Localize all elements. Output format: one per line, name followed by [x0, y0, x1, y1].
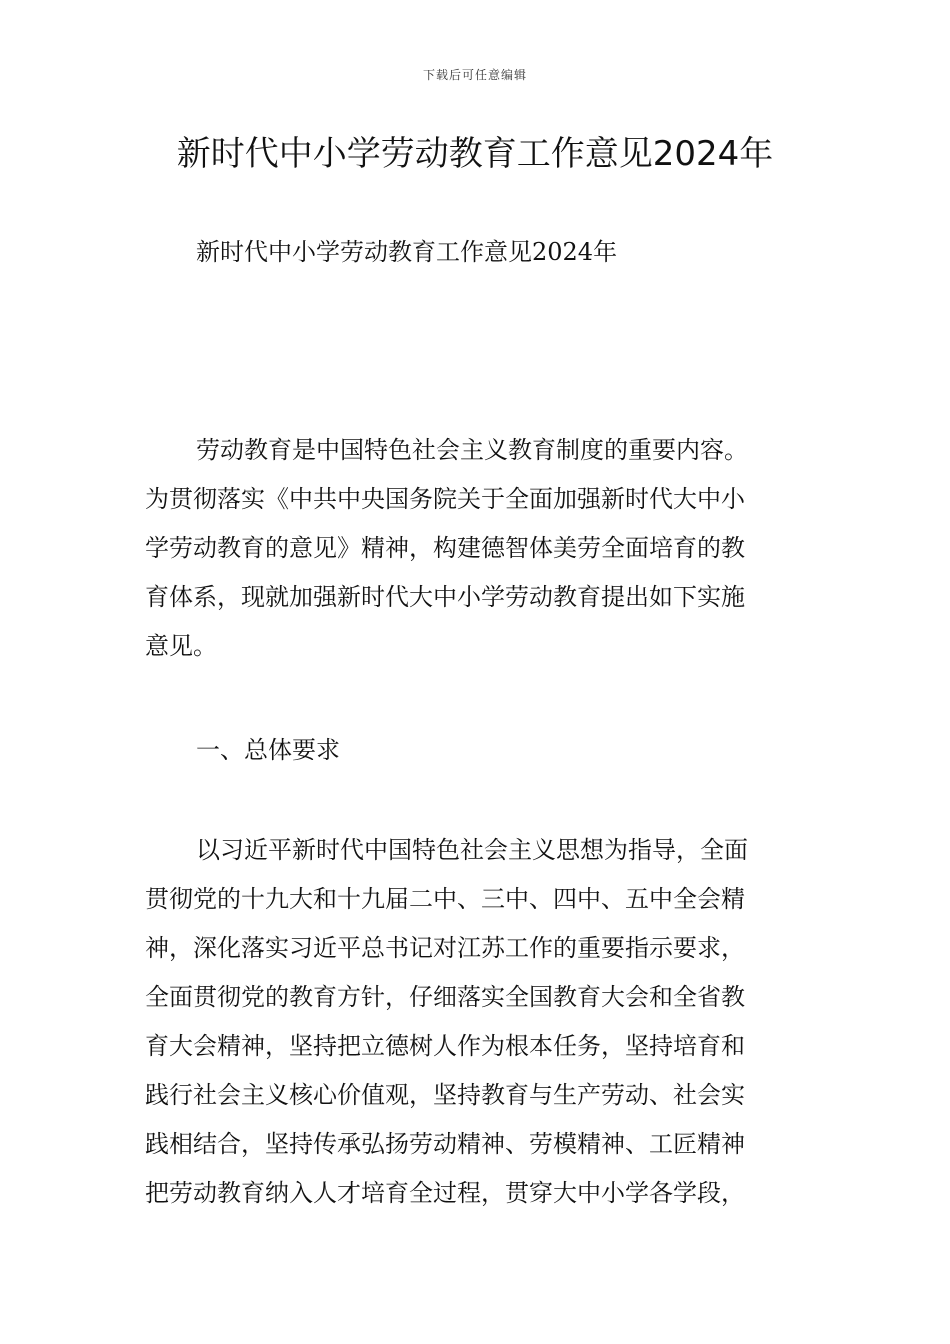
paragraph-line: 贯彻党的十九大和十九届二中、三中、四中、五中全会精 — [145, 885, 745, 913]
paragraph-line: 劳动教育是中国特色社会主义教育制度的重要内容。 — [196, 436, 748, 464]
paragraph-line: 育大会精神，坚持把立德树人作为根本任务，坚持培育和 — [145, 1032, 745, 1060]
paragraph-intro — [145, 426, 810, 671]
paragraph-line: 把劳动教育纳入人才培育全过程，贯穿大中小学各学段， — [145, 1179, 745, 1207]
paragraph-line: 学劳动教育的意见》精神，构建德智体美劳全面培育的教 — [145, 534, 745, 562]
paragraph-line: 意见。 — [145, 632, 217, 660]
paragraph-line: 全面贯彻党的教育方针，仔细落实全国教育大会和全省教 — [145, 983, 745, 1011]
section-heading: 一、总体要求 — [196, 736, 340, 764]
paragraph-line: 神，深化落实习近平总书记对江苏工作的重要指示要求， — [145, 934, 745, 962]
document-title: 新时代中小学劳动教育工作意见2024年 — [176, 134, 774, 174]
paragraph-line: 为贯彻落实《中共中央国务院关于全面加强新时代大中小 — [145, 485, 745, 513]
paragraph-general-requirements — [145, 826, 810, 1218]
paragraph-line: 践行社会主义核心价值观，坚持教育与生产劳动、社会实 — [145, 1081, 745, 1109]
header-note: 下载后可任意编辑 — [422, 68, 527, 82]
paragraph-line: 以习近平新时代中国特色社会主义思想为指导，全面 — [196, 836, 748, 864]
document-subtitle: 新时代中小学劳动教育工作意见2024年 — [196, 238, 618, 266]
paragraph-line: 践相结合，坚持传承弘扬劳动精神、劳模精神、工匠精神 — [145, 1130, 745, 1158]
paragraph-line: 育体系，现就加强新时代大中小学劳动教育提出如下实施 — [145, 583, 745, 611]
